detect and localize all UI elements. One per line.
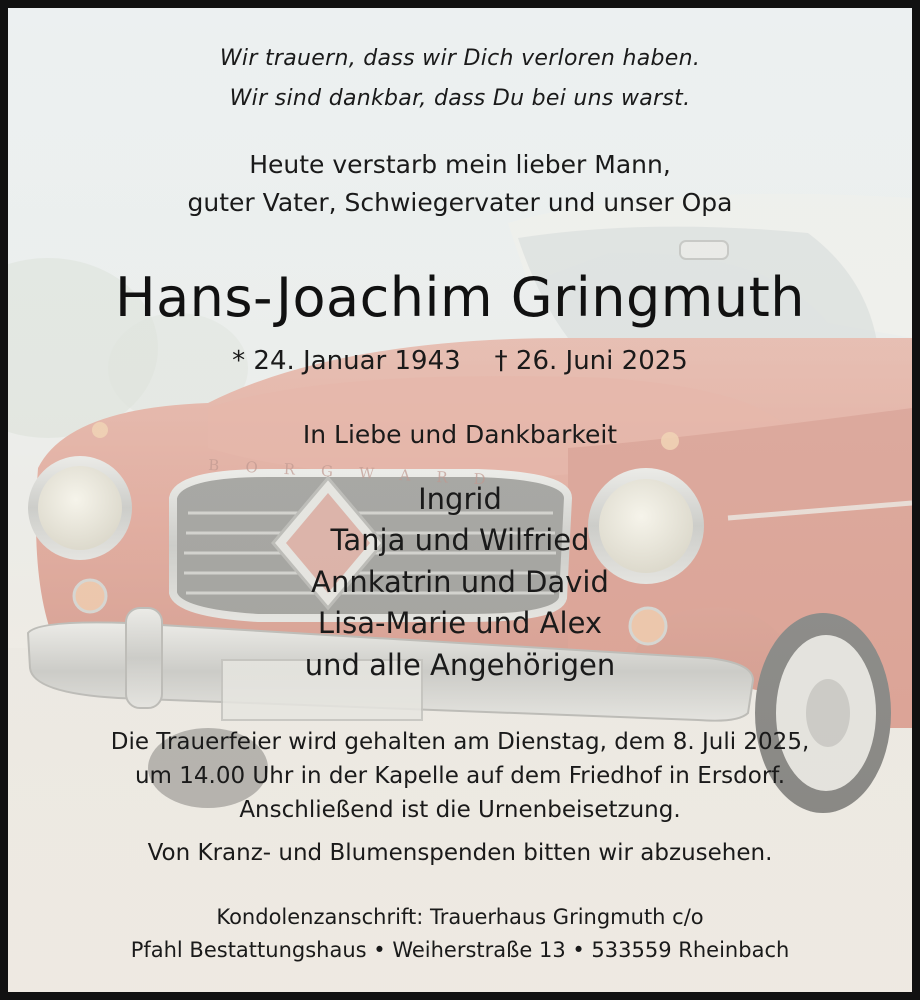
service-line-2: um 14.00 Uhr in der Kapelle auf dem Friedhof in Ersdorf. xyxy=(134,763,786,789)
intro-line-2: guter Vater, Schwiegervater und unser Opa xyxy=(187,188,733,217)
motto-line-1: Wir trauern, dass wir Dich verloren haben. xyxy=(219,46,701,71)
service-line-1: Die Trauerfeier wird gehalten am Dienstag, dem 8. Juli 2025, xyxy=(110,729,810,755)
service-line-3: Anschließend ist die Urnenbeisetzung. xyxy=(239,797,681,823)
birth-date: * 24. Januar 1943 xyxy=(232,346,461,376)
mourner-5: und alle Angehörigen xyxy=(304,648,616,682)
mourner-3: Annkatrin und David xyxy=(311,565,609,599)
mourner-2: Tanja und Wilfried xyxy=(330,523,590,557)
condolence-line-2: Pfahl Bestattungshaus • Weiherstraße 13 • 533559 Rheinbach xyxy=(130,938,790,962)
death-date: † 26. Juni 2025 xyxy=(494,346,688,376)
motto-line-2: Wir sind dankbar, dass Du bei uns warst. xyxy=(229,86,691,111)
mourner-4: Lisa-Marie und Alex xyxy=(317,606,603,640)
condolence-line-1: Kondolenzanschrift: Trauerhaus Gringmuth c/o xyxy=(216,905,704,929)
flowers-note: Von Kranz- und Blumenspenden bitten wir abzusehen. xyxy=(147,840,773,866)
notice-text xyxy=(8,8,912,992)
deceased-name: Hans-Joachim Gringmuth xyxy=(114,266,806,329)
dedication: In Liebe und Dankbarkeit xyxy=(302,420,618,449)
mourner-1: Ingrid xyxy=(418,482,502,516)
life-dates xyxy=(8,346,912,376)
intro-line-1: Heute verstarb mein lieber Mann, xyxy=(249,150,671,179)
